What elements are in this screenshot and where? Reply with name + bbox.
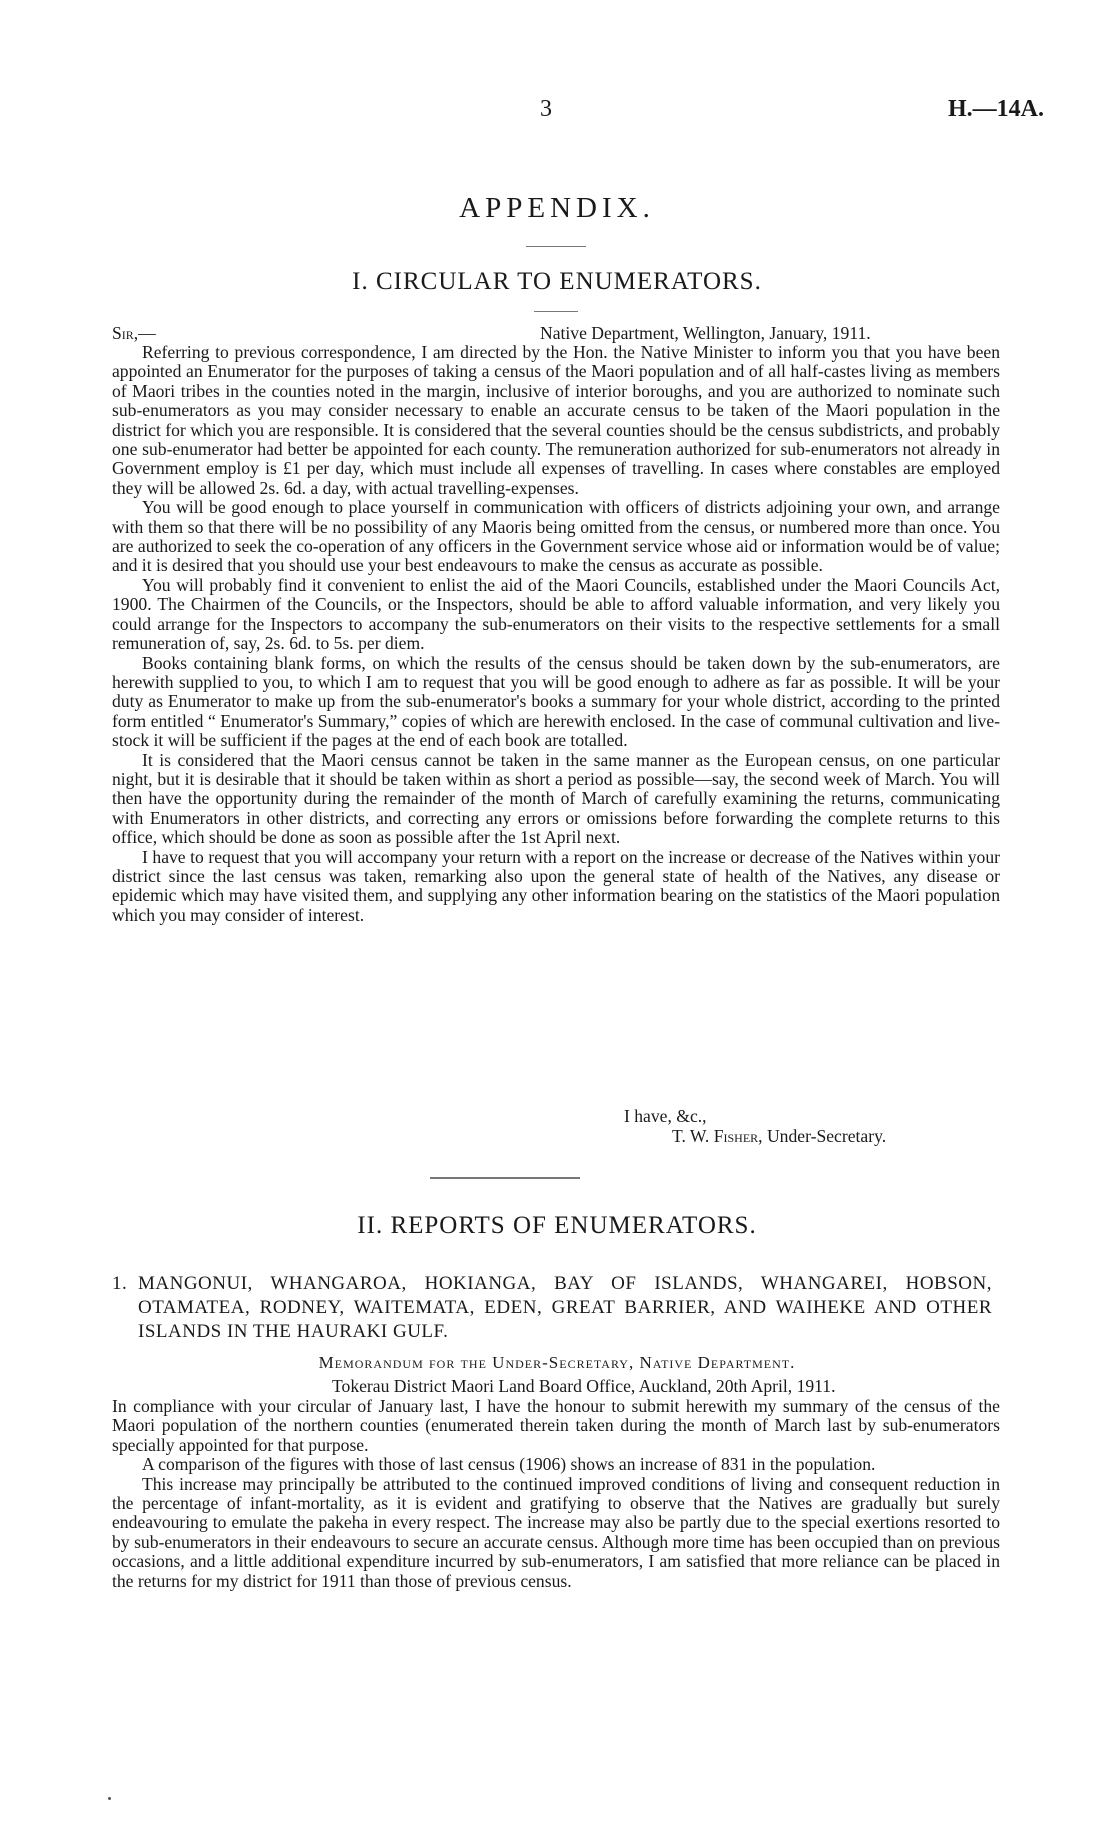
- memo-dateline: Tokerau District Maori Land Board Office, Auckland, 20th April, 1911.: [332, 1376, 836, 1396]
- circular-paragraph: You will probably find it convenient to enlist the aid of the Maori Councils, established under the Maori Councils Act, 1900. The Chairmen of the Councils, or the Inspectors, should be able to afford valuable information, and very likely you could arrange for the Inspectors to accompany the sub-enumerators on their visits to the respective settlements for a small remuneration of, say, 2s. 6d. to 5s. per diem.: [112, 574, 1000, 654]
- section-separator: [430, 1177, 580, 1179]
- stray-mark: [108, 1797, 111, 1800]
- title-divider: [526, 246, 586, 247]
- circular-paragraph: Referring to previous correspondence, I am directed by the Hon. the Native Minister to inform you that you have been appointed an Enumerator for the purposes of taking a census of the Maori population and of all half-castes living as members of Maori tribes in the counties noted in the margin, inclusive of interior boroughs, and you are authorized to nominate such sub-enumerators as you may consider necessary to enable an accurate census to be taken of the Maori population in the district for which you are responsible. It is considered that the several counties should be the census subdistricts, and probably one sub-enumerator had better be appointed for each county. The remuneration authorized for sub-enumerators not already in Government employ is £1 per day, which must include all expenses of travelling. In cases where constables are employed they will be allowed 2s. 6d. a day, with actual travelling-expenses.: [112, 342, 1000, 498]
- signature-title: Under-Secretary.: [766, 1126, 887, 1146]
- section-2-title: II. REPORTS OF ENUMERATORS.: [357, 1212, 757, 1239]
- appendix-title: APPENDIX.: [459, 192, 655, 224]
- circular-paragraph: You will be good enough to place yourself in communication with officers of districts adjoining your own, and arrange with them so that there will be no possibility of any Maoris being omitted from the census, or numbered more than once. You are authorized to seek the co-operation of any officers in the Government service whose aid or information would be of value; and it is desired that you should use your best endeavours to make the census as accurate as possible.: [112, 497, 1000, 576]
- circular-body: [112, 343, 1000, 925]
- memo-paragraph: In compliance with your circular of January last, I have the honour to submit herewith my summary of the census of the Maori population of the northern counties (enumerated therein taken during the month of March last by sub-enumerators specially appointed for that purpose.: [112, 1396, 1000, 1455]
- signature-name: T. W. Fisher,: [672, 1126, 763, 1146]
- report-heading: [112, 1272, 992, 1344]
- memo-paragraph: A comparison of the figures with those of last census (1906) shows an increase of 831 in the population.: [142, 1454, 876, 1475]
- memo-body: [112, 1397, 1000, 1591]
- circular-paragraph: Books containing blank forms, on which the results of the census should be taken down by the sub-enumerators, are herewith supplied to you, to which I am to request that you will be good enough to adhere as far as possible. It will be your duty as Enumerator to make up from the sub-enumerator's books a summary for your whole district, according to the printed form entitled “ Enumerator's Summary,” copies of which are herewith enclosed. In the case of communal cultivation and live-stock it will be sufficient if the pages at the end of each book are totalled.: [112, 652, 1000, 751]
- closing-line: I have, &c.,: [624, 1106, 707, 1126]
- circular-paragraph: I have to request that you will accompany your return with a report on the increase or decrease of the Natives within your district since the last census was taken, remarking also upon the general state of health of the Natives, any disease or epidemic which may have visited them, and supplying any other information bearing on the statistics of the Maori population which you may consider of interest.: [112, 846, 1000, 925]
- report-item-heading: MANGONUI, WHANGAROA, HOKIANGA, BAY OF ISLANDS, WHANGAREI, HOBSON, OTAMATEA, RODNEY, WAITEMATA, EDEN, GREAT BARRIER, AND WAIHEKE AND OTHER ISLANDS IN THE HAURAKI GULF.: [138, 1273, 992, 1342]
- circular-paragraph: It is considered that the Maori census cannot be taken in the same manner as the European census, on one particular night, but it is desirable that it should be taken within as short a period as possible—say, the second week of March. You will then have the opportunity during the remainder of the month of March of carefully examining the returns, communicating with Enumerators in other districts, and correcting any errors or omissions before forwarding the complete returns to this office, which should be done as soon as possible after the 1st April next.: [112, 749, 1000, 848]
- page-number: 3: [540, 96, 552, 122]
- salutation: Sir,—: [112, 323, 156, 343]
- document-reference: H.—14A.: [948, 96, 1044, 122]
- signature: [672, 1126, 886, 1147]
- memo-heading: Memorandum for the Under-Secretary, Native Department.: [318, 1353, 796, 1372]
- report-item-number: 1.: [112, 1273, 128, 1294]
- memo-paragraph: This increase may principally be attributed to the continued improved conditions of living and consequent reduction in the percentage of infant-mortality, as it is evident and gratifying to observe that the Natives are gradually but surely endeavouring to emulate the pakeha in every respect. The increase may also be partly due to the special exertions resorted to by sub-enumerators in their endeavours to secure an accurate census. Although more time has been occupied than on previous occasions, and a little additional expenditure incurred by sub-enumerators, I am satisfied that more reliance can be placed in the returns for my district for 1911 than those of previous census.: [112, 1473, 1000, 1591]
- section-1-divider: [534, 311, 578, 312]
- circular-dateline: Native Department, Wellington, January, 1911.: [540, 323, 871, 343]
- section-1-title: I. CIRCULAR TO ENUMERATORS.: [352, 268, 762, 295]
